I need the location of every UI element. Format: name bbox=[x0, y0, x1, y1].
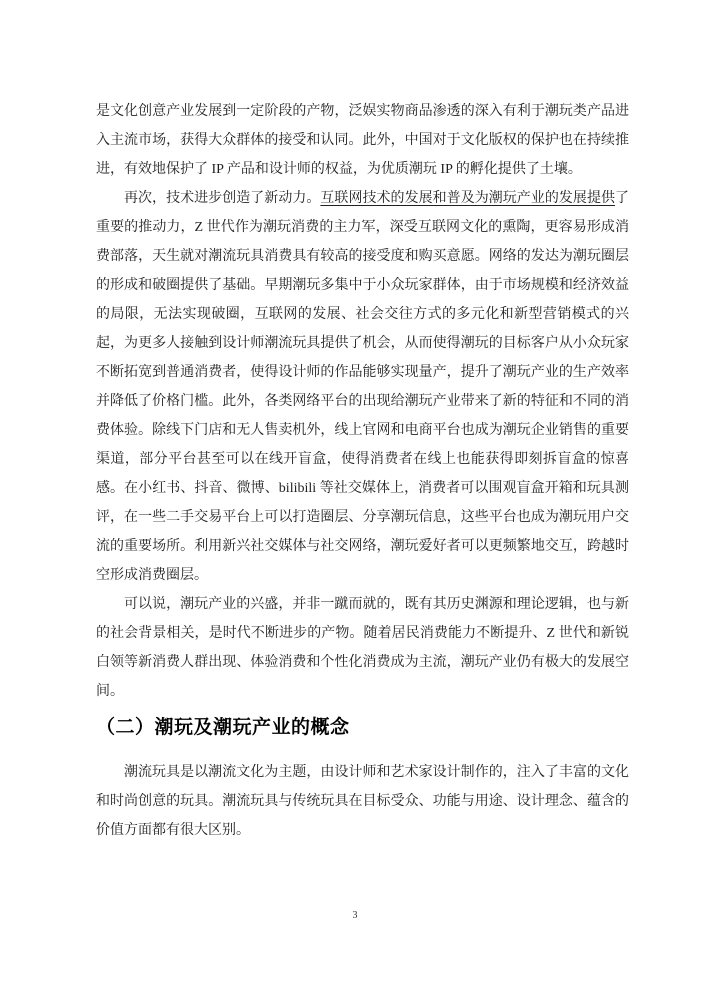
body-paragraph-3: 可以说，潮玩产业的兴盛，并非一蹴而就的，既有其历史渊源和理论逻辑，也与新的社会背景相关，是时代不断进步的产物。随着居民消费能力不断提升、Z 世代和新锐白领等新消费人群出现、体验消费和个性化消费成为主流，潮玩产业仍有极大的发展空间。 bbox=[96, 597, 629, 699]
paragraph-2-text-before: 再次，技术进步创造了新动力。 bbox=[124, 191, 321, 206]
page-number: 3 bbox=[352, 910, 358, 921]
document-content bbox=[96, 97, 629, 845]
paragraph-2-text-after: 了重要的推动力，Z 世代作为潮玩消费的主力军，深受互联网文化的熏陶，更容易形成消费部落，天生就对潮流玩具消费具有较高的接受度和购买意愿。网络的发达为潮玩圈层的形成和破圈提供了基础。早期潮玩多集中于小众玩家群体，由于市场规模和经济效益的局限，无法实现破圈，互联网的发展、社会交往方式的多元化和新型营销模式的兴起，为更多人接触到设计师潮流玩具提供了机会，从而使得潮玩的目标客户从小众玩家不断拓宽到普通消费者，使得设计师的作品能够实现量产，提升了潮玩产业的生产效率并降低了价格门槛。此外，各类网络平台的出现给潮玩产业带来了新的特征和不同的消费体验。除线下门店和无人售卖机外，线上官网和电商平台也成为潮玩企业销售的重要渠道，部分平台甚至可以在线开盲盒，使得消费者在线上也能获得即刻拆盲盒的惊喜感。在小红书、抖音、微博、bilibili 等社交媒体上，消费者可以围观盲盒开箱和玩具测评，在一些二手交易平台上可以打造圈层、分享潮玩信息，这些平台也成为潮玩用户交流的重要场所。利用新兴社交媒体与社交网络，潮玩爱好者可以更频繁地交互，跨越时空形成消费圈层。 bbox=[96, 191, 630, 583]
body-paragraph-1: 是文化创意产业发展到一定阶段的产物，泛娱实物商品渗透的深入有利于潮玩类产品进入主流市场，获得大众群体的接受和认同。此外，中国对于文化版权的保护也在持续推进，有效地保护了 IP 产品和设计师的权益，为优质潮玩 IP 的孵化提供了土壤。 bbox=[96, 104, 629, 177]
body-paragraph-2 bbox=[96, 184, 629, 590]
section-heading: （二）潮玩及潮玩产业的概念 bbox=[96, 717, 350, 738]
paragraph-2-underlined-text: 互联网技术的发展和普及为潮玩产业的发展提供 bbox=[320, 191, 616, 206]
body-paragraph-4: 潮流玩具是以潮流文化为主题，由设计师和艺术家设计制作的，注入了丰富的文化和时尚创意的玩具。潮流玩具与传统玩具在目标受众、功能与用途、设计理念、蕴含的价值方面都有很大区别。 bbox=[96, 765, 629, 838]
